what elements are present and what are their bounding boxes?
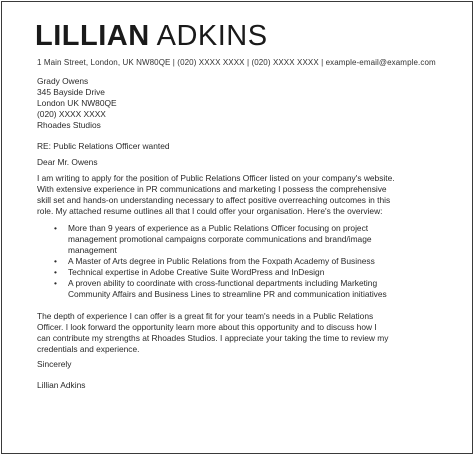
paragraph-line: Officer. I look forward the opportunity learn more about this opportunity and to discuss how I <box>37 322 377 332</box>
salutation: Dear Mr. Owens <box>37 157 98 167</box>
list-item-line: • Technical expertise in Adobe Creative Suite WordPress and InDesign <box>68 267 325 277</box>
qualifications-list <box>54 223 444 300</box>
recipient-line: Grady Owens <box>37 76 89 86</box>
paragraph-line: With extensive experience in PR communications and marketing I possess the comprehensive <box>37 184 387 194</box>
list-item-line: management promotional campaigns corporate communications and brand/image <box>68 234 372 244</box>
first-name: LILLIAN <box>35 20 150 52</box>
paragraph-line: role. My attached resume outlines all that I could offer your organisation. Here's the overview: <box>37 206 383 216</box>
closing-paragraph <box>37 311 437 355</box>
list-item-line: • More than 9 years of experience as a Public Relations Officer focusing on project <box>68 223 369 233</box>
signature-name: Lillian Adkins <box>37 380 86 390</box>
intro-paragraph <box>37 173 437 217</box>
recipient-line: (020) XXXX XXXX <box>37 109 106 119</box>
last-name: ADKINS <box>156 20 268 52</box>
list-item-line: • A Master of Arts degree in Public Relations from the Foxpath Academy of Business <box>68 256 375 266</box>
paragraph-line: can contribute my strengths at Rhoades Studios. I appreciate your taking the time to review my <box>37 333 389 343</box>
list-item <box>54 256 444 267</box>
list-item-line: Community Affairs and Business Lines to streamline PR and communication initiatives <box>68 289 387 299</box>
contact-line: 1 Main Street, London, UK NW80QE | (020) XXXX XXXX | (020) XXXX XXXX | example-email@example.com <box>37 58 436 67</box>
paragraph-line: credentials and experience. <box>37 344 140 354</box>
applicant-name-heading <box>35 20 268 52</box>
recipient-line: 345 Bayside Drive <box>37 87 105 97</box>
recipient-line: London UK NW80QE <box>37 98 117 108</box>
cover-letter-page <box>1 1 473 454</box>
paragraph-line: I am writing to apply for the position of Public Relations Officer listed on your company's website. <box>37 173 395 183</box>
subject-line: RE: Public Relations Officer wanted <box>37 141 170 151</box>
list-item <box>54 267 444 278</box>
recipient-address <box>37 76 117 131</box>
list-item-line: management <box>68 245 117 255</box>
list-item <box>54 278 444 300</box>
paragraph-line: skill set and hands-on understanding necessary to affect positive overreaching outcomes in this <box>37 195 391 205</box>
paragraph-line: The depth of experience I can offer is a great fit for your team's needs in a Public Relations <box>37 311 374 321</box>
list-item <box>54 223 444 256</box>
list-item-line: • A proven ability to coordinate with cross-functional departments including Marketing <box>68 278 378 288</box>
closing-valediction: Sincerely <box>37 359 72 369</box>
recipient-line: Rhoades Studios <box>37 120 101 130</box>
